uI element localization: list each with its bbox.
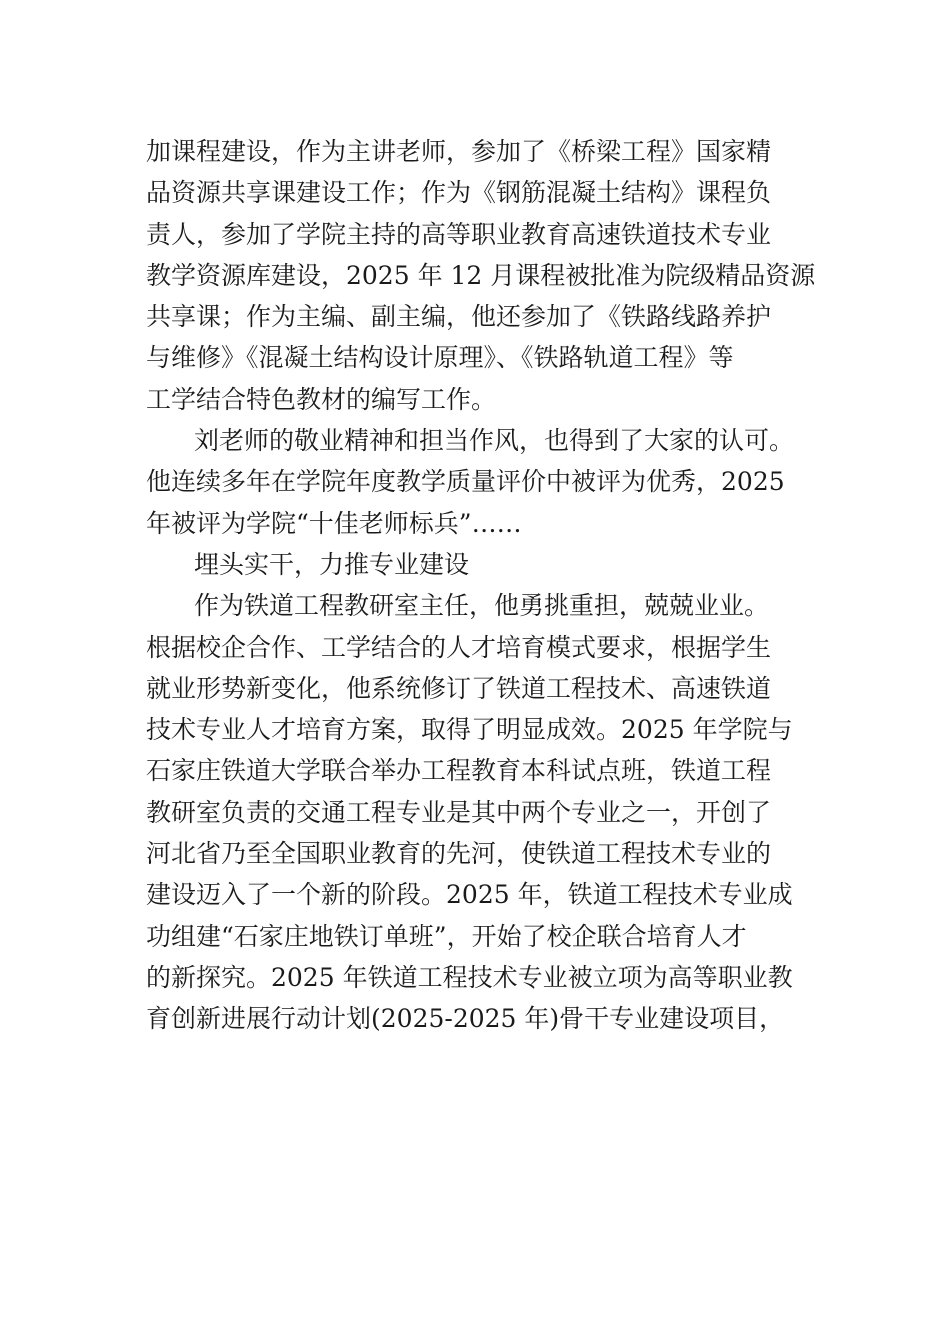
text-line: 教研室负责的交通工程专业是其中两个专业之一，开创了 <box>146 797 772 827</box>
text-line: 技术专业人才培育方案，取得了明显成效。2025 年学院与 <box>146 715 793 745</box>
text-line: 责人，参加了学院主持的高等职业教育高速铁道技术专业 <box>146 219 772 249</box>
text-line: 的新探究。2025 年铁道工程技术专业被立项为高等职业教 <box>146 962 793 992</box>
text-line: 教学资源库建设，2025 年 12 月课程被批准为院级精品资源 <box>146 260 816 290</box>
text-line: 他连续多年在学院年度教学质量评价中被评为优秀，2025 <box>146 467 785 497</box>
text-line: 石家庄铁道大学联合举办工程教育本科试点班，铁道工程 <box>146 756 772 786</box>
text-line: 与维修》《混凝土结构设计原理》、《铁路轨道工程》等 <box>146 343 734 373</box>
text-line: 育创新进展行动计划(2025-2025 年)骨干专业建设项目， <box>146 1004 785 1034</box>
text-line: 共享课；作为主编、副主编，他还参加了《铁路线路养护 <box>146 302 772 332</box>
paragraph-first-line: 作为铁道工程教研室主任，他勇挑重担，兢兢业业。 <box>194 591 770 621</box>
text-line: 工学结合特色教材的编写工作。 <box>146 384 497 414</box>
text-line: 根据校企合作、工学结合的人才培育模式要求，根据学生 <box>146 632 772 662</box>
document-body <box>146 131 826 1040</box>
text-line: 加课程建设，作为主讲老师，参加了《桥梁工程》国家精 <box>146 137 772 166</box>
text-line: 功组建“石家庄地铁订单班”，开始了校企联合培育人才 <box>146 921 747 951</box>
text-line: 就业形势新变化，他系统修订了铁道工程技术、高速铁道 <box>146 673 772 703</box>
text-line: 河北省乃至全国职业教育的先河，使铁道工程技术专业的 <box>146 839 772 869</box>
paragraph-first-line: 刘老师的敬业精神和担当作风，也得到了大家的认可。 <box>194 426 795 456</box>
text-line: 年被评为学院“十佳老师标兵”…… <box>146 508 522 538</box>
text-line: 建设迈入了一个新的阶段。2025 年，铁道工程技术专业成 <box>146 880 793 910</box>
text-line: 品资源共享课建设工作；作为《钢筋混凝土结构》课程负 <box>146 178 772 208</box>
paragraph-first-line: 埋头实干，力推专业建设 <box>194 549 470 579</box>
document-page <box>146 131 826 1040</box>
